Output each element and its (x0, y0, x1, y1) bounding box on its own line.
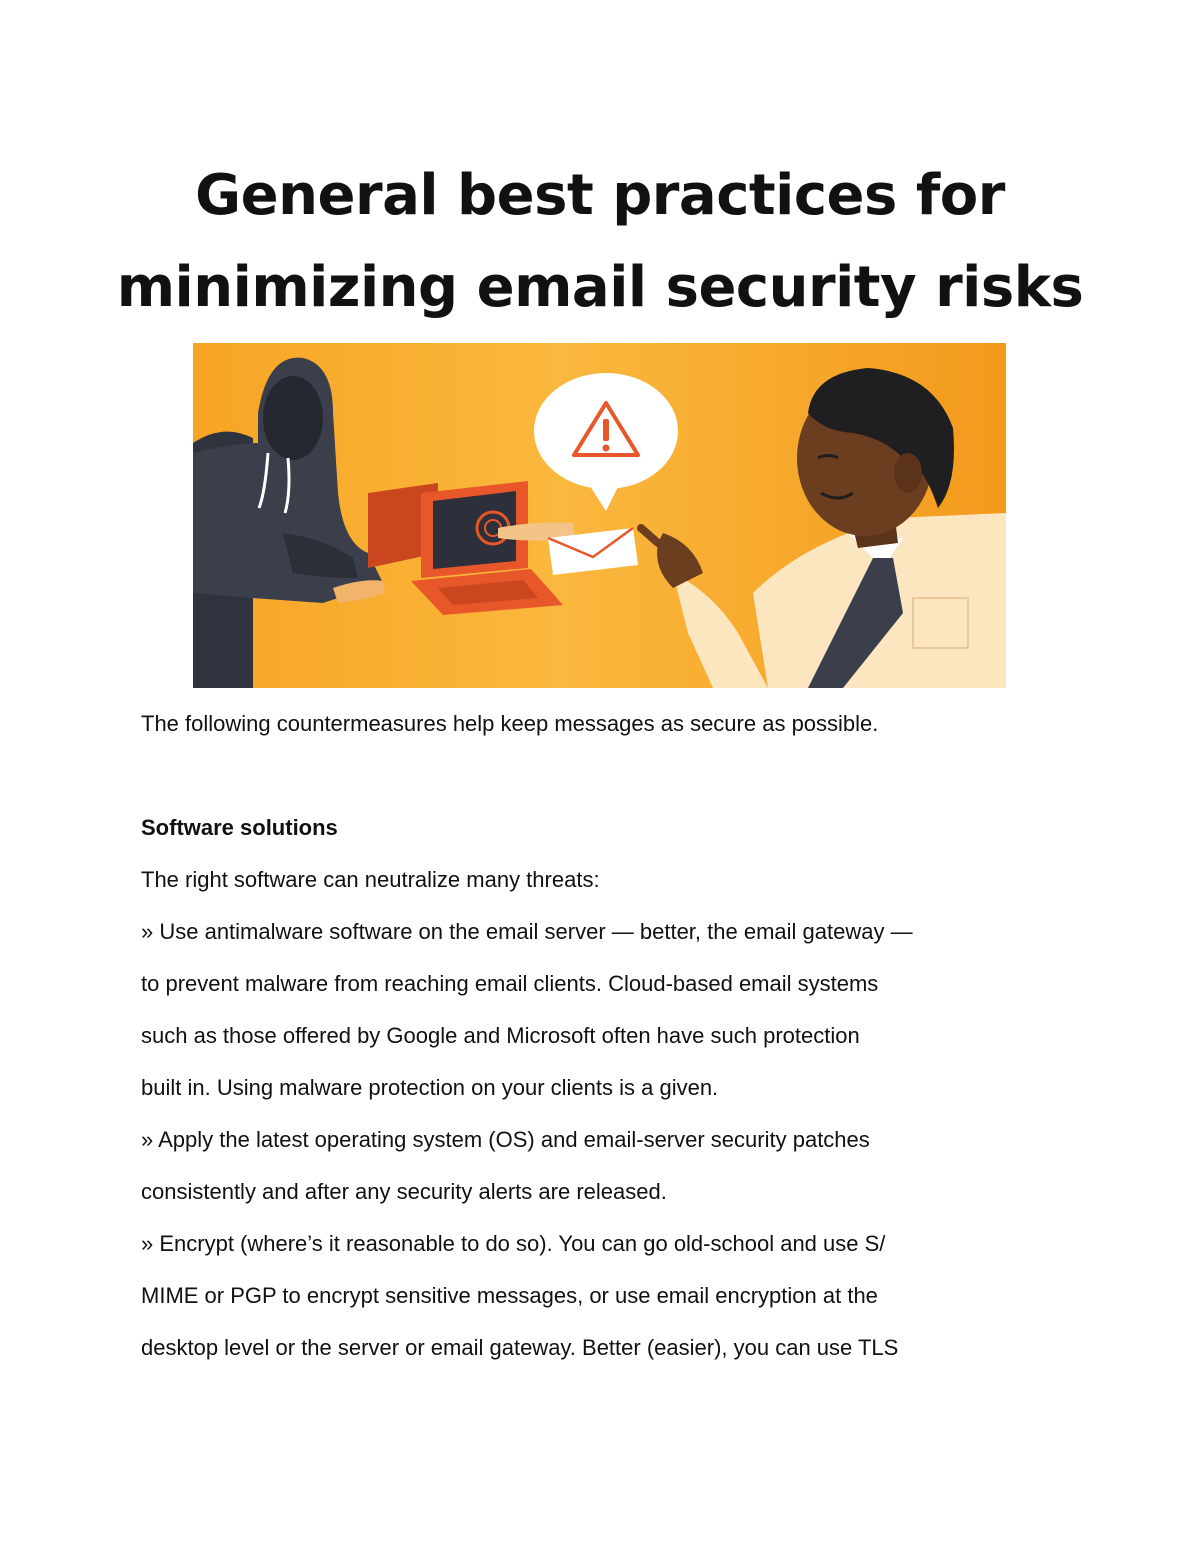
email-security-illustration (193, 343, 1006, 688)
title-line-2: minimizing email security risks (116, 255, 1084, 320)
body-line: » Apply the latest operating system (OS) and email-server security patches (141, 1127, 870, 1152)
body-line: desktop level or the server or email gateway. Better (easier), you can use TLS (141, 1335, 899, 1360)
body-line: built in. Using malware protection on your clients is a given. (141, 1075, 719, 1100)
body-line: such as those offered by Google and Microsoft often have such protection (141, 1023, 860, 1048)
body-line: » Use antimalware software on the email server — better, the email gateway — (141, 919, 913, 944)
body-line: The right software can neutralize many threats: (141, 867, 600, 892)
body-line: consistently and after any security alerts are released. (141, 1179, 667, 1204)
body-line: MIME or PGP to encrypt sensitive messages, or use email encryption at the (141, 1283, 878, 1308)
body-line: » Encrypt (where’s it reasonable to do so). You can go old-school and use S/ (141, 1231, 886, 1256)
intro-paragraph: The following countermeasures help keep messages as secure as possible. (141, 711, 879, 736)
body-line: to prevent malware from reaching email clients. Cloud-based email systems (141, 971, 879, 996)
title-line-1: General best practices for (195, 163, 1005, 228)
page-title (0, 150, 1200, 334)
section-heading-software-solutions: Software solutions (141, 815, 338, 840)
